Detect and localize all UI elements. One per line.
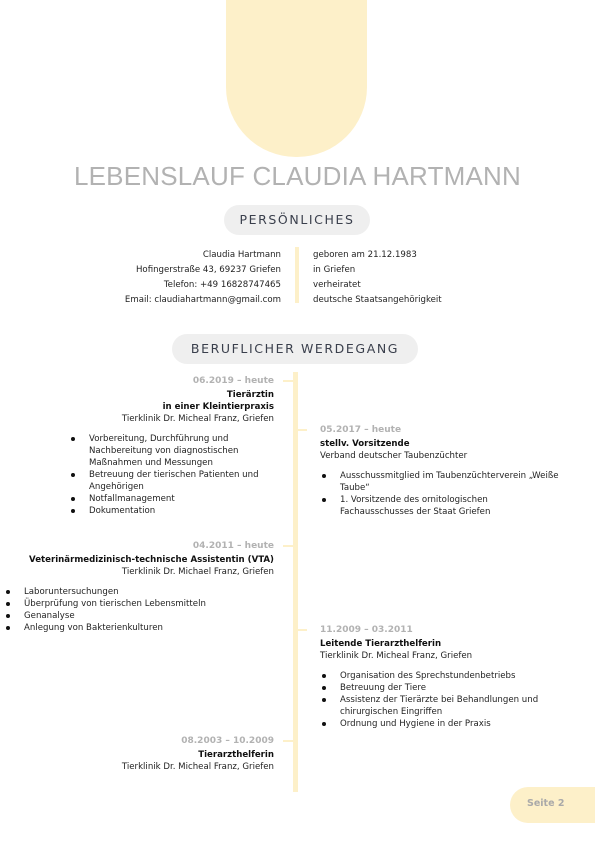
- personal-birthplace: in Griefen: [313, 265, 356, 275]
- timeline-tick: [283, 380, 293, 382]
- entry-organization: Tierklinik Dr. Micheal Franz, Griefen: [320, 651, 473, 661]
- entry-bullet-list: [320, 470, 560, 518]
- entry-date: 08.2003 – 10.2009: [181, 736, 274, 746]
- list-item: Organisation des Sprechstundenbetriebs: [320, 670, 565, 682]
- personal-address: Hofingerstraße 43, 69237 Griefen: [135, 265, 281, 275]
- page-title: LEBENSLAUF CLAUDIA HARTMANN: [73, 161, 522, 191]
- personal-email: Email: claudiahartmann@gmail.com: [124, 295, 281, 305]
- section-heading-personal: PERSÖNLICHES: [224, 205, 370, 235]
- list-item: Vorbereitung, Durchführung und Nachbereitung von diagnostischen Maßnahmen und Messungen: [69, 433, 274, 469]
- timeline-tick: [283, 740, 293, 742]
- entry-bullet-list: [4, 586, 244, 634]
- entry-role: Tierärztin: [226, 390, 274, 400]
- entry-organization: Verband deutscher Taubenzüchter: [320, 451, 468, 461]
- decorative-arch: [226, 0, 367, 157]
- career-entry: [320, 424, 560, 518]
- list-item: Assistenz der Tierärzte bei Behandlungen und chirurgischen Eingriffen: [320, 694, 565, 718]
- career-entry: [4, 540, 274, 634]
- personal-birthdate: geboren am 21.12.1983: [313, 250, 417, 260]
- list-item: Betreuung der tierischen Patienten und Angehörigen: [69, 469, 274, 493]
- career-entry: [4, 375, 274, 517]
- entry-role: Tierarzthelferin: [198, 750, 274, 760]
- entry-organization: Tierklinik Dr. Michael Franz, Griefen: [121, 567, 274, 577]
- list-item: Betreuung der Tiere: [320, 682, 565, 694]
- list-item: Genanalyse: [4, 610, 244, 622]
- personal-nationality: deutsche Staatsangehörigkeit: [313, 295, 442, 305]
- career-entry: [4, 735, 274, 773]
- entry-bullet-list: [69, 433, 274, 517]
- career-entry: [320, 624, 565, 730]
- personal-divider: [295, 247, 299, 303]
- entry-role: Leitende Tierarzthelferin: [320, 639, 442, 649]
- entry-organization: Tierklinik Dr. Micheal Franz, Griefen: [121, 414, 274, 424]
- entry-organization: Tierklinik Dr. Micheal Franz, Griefen: [121, 762, 274, 772]
- list-item: Dokumentation: [69, 505, 274, 517]
- personal-contact-block: [125, 248, 281, 308]
- timeline-tick: [297, 429, 307, 431]
- list-item: 1. Vorsitzende des ornitologischen Fachausschusses der Staat Griefen: [320, 494, 560, 518]
- list-item: Ordnung und Hygiene in der Praxis: [320, 718, 565, 730]
- entry-date: 05.2017 – heute: [320, 425, 402, 435]
- timeline-tick: [283, 545, 293, 547]
- entry-date: 06.2019 – heute: [192, 376, 274, 386]
- list-item: Laboruntersuchungen: [4, 586, 244, 598]
- personal-phone: Telefon: +49 16828747465: [163, 280, 281, 290]
- personal-marital-status: verheiratet: [313, 280, 361, 290]
- list-item: Überprüfung von tierischen Lebensmitteln: [4, 598, 244, 610]
- list-item: Ausschussmitglied im Taubenzüchterverein „Weiße Taube“: [320, 470, 560, 494]
- entry-role: stellv. Vorsitzende: [320, 439, 410, 449]
- entry-role: in einer Kleintierpraxis: [162, 402, 274, 412]
- page-number: Seite 2: [527, 798, 565, 809]
- entry-date: 11.2009 – 03.2011: [320, 625, 413, 635]
- list-item: Anlegung von Bakterienkulturen: [4, 622, 244, 634]
- timeline-line: [293, 372, 298, 792]
- entry-role: Veterinärmedizinisch-technische Assistentin (VTA): [29, 555, 274, 565]
- entry-bullet-list: [320, 670, 565, 730]
- entry-date: 04.2011 – heute: [192, 541, 274, 551]
- timeline-tick: [297, 629, 307, 631]
- section-heading-career: BERUFLICHER WERDEGANG: [172, 334, 418, 364]
- personal-name: Claudia Hartmann: [202, 250, 281, 260]
- list-item: Notfallmanagement: [69, 493, 274, 505]
- personal-details-block: [313, 248, 442, 308]
